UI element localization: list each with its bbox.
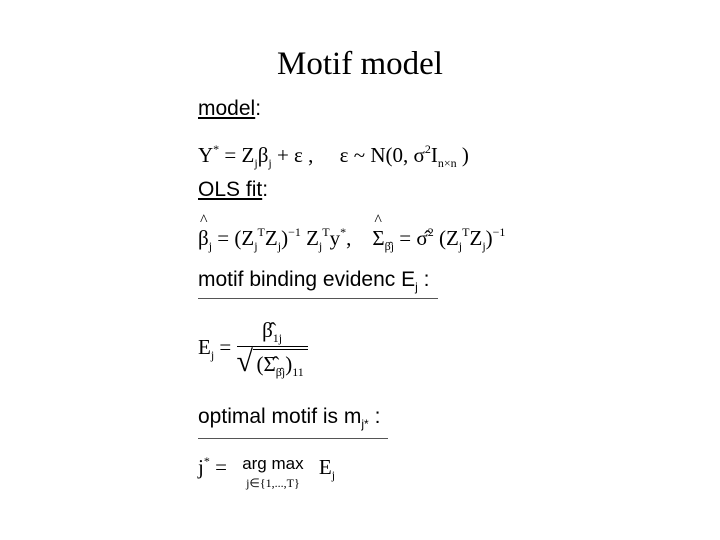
noise-sup: 2 [424,142,431,156]
ols-y: y [329,226,341,250]
optimal-colon: : [374,405,381,428]
evidence-sub: j [415,280,418,294]
ols-section-label [198,178,268,202]
e-numerator: β̂ [262,318,273,342]
ols-label: OLS fit [198,178,263,201]
model-beta-sub: j [268,156,272,170]
argmax-equation [198,454,335,491]
noise-term: ε ~ N(0, σ [339,143,425,167]
noise-close: ) [461,143,469,167]
ols-sigma-rhs: = σ̂ [399,226,428,250]
ols-sigma-sub: β̂j [384,239,395,253]
model-rhs: = Z [224,143,255,167]
model-tail: + ε , [276,143,314,167]
e-numerator-sub: 1j [272,331,283,345]
j-rhs-sub: j [331,468,336,482]
optimal-label: optimal motif is m [198,405,362,428]
evidence-section-label [198,268,430,294]
j-equals: = [215,455,227,479]
e-lhs: E [198,334,211,359]
ols-rhs-open: = (Z [217,226,255,250]
evidence-divider [198,298,438,299]
ols-sigma-hat: ^ Σ [372,226,384,251]
ols-beta-sub: j [208,239,213,253]
noise-identity-sub: n×n [437,156,457,170]
optimal-section-label [198,405,380,431]
optimal-sub: j* [361,417,369,431]
evidence-colon: : [423,268,430,291]
model-colon: : [255,97,262,120]
sqrt-sign: √ $(\Sigmâ_{\betâj})_{11}$ [237,349,308,380]
ols-beta-hat: ^ β [198,226,209,251]
ols-colon: : [262,178,269,201]
model-lhs-sup: * [213,142,220,156]
evidence-equation [198,318,308,380]
e-denominator-close: ) [285,352,293,376]
model-label: model [198,97,256,120]
e-equals: = [219,334,232,359]
model-beta: β [257,143,269,167]
e-lhs-sub: j [210,347,215,362]
argmax-op: arg max [242,454,304,473]
noise-identity: I [430,143,438,167]
optimal-divider [198,438,388,439]
e-denominator: (Σ̂ [256,352,276,376]
argmax-operator [242,454,303,491]
model-section-label [198,97,261,121]
slide-title: Motif model [277,46,443,82]
e-fraction [237,318,308,380]
model-equation [198,142,469,171]
j-lhs: j [198,455,204,479]
e-denominator-sub: β̂j [275,365,286,379]
j-lhs-sup: * [203,454,210,468]
evidence-label: motif binding evidenc E [198,268,416,291]
model-rhs-sub: j [254,156,258,170]
e-denominator-close-sub: 11 [292,365,304,379]
model-lhs: Y [198,143,214,167]
argmax-limit: j∈{1,...,T} [246,476,300,490]
j-rhs: E [318,455,332,479]
ols-equation: ^ $\beta_j = (Z_j^TZ_j)^{-1}$ $Z_j^Ty^*$, ^ $\Sigma_{\betâj}$ = σ̂$^2$ $(Z_j^TZ_j)^{-1}$ [198,225,505,254]
